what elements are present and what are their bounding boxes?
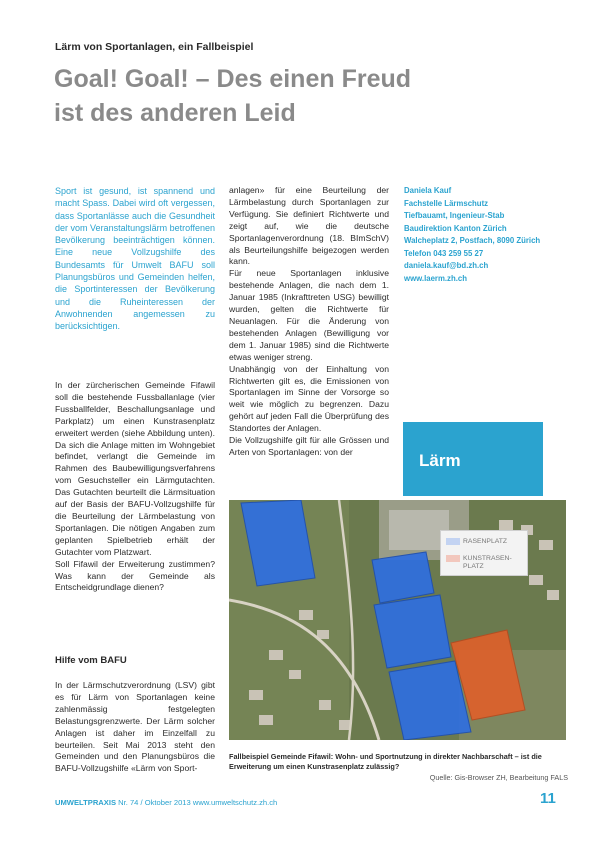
figure-source: Quelle: Gis-Browser ZH, Bearbeitung FALS — [429, 773, 568, 782]
topic-label: Lärm — [419, 451, 461, 470]
legend-label-kunstrasen-2: PLATZ — [463, 563, 484, 570]
paragraph: In der zürcherischen Gemeinde Fifawil soll die bestehende Fussballanlage (vier Fussballfelder, Beschallungsanlage und Parkplatz) um einen Kunstrasenplatz erweitert werden (siehe Abbildung unten). Da sich die Anlage mitten im Wohngebiet befindet, verlangt die Gemeinde im Rahmen des Baubewilligungsverfahrens vom Gesuchsteller ein Lärmgutachten. Das Gutachten beurteilt die Lärmsituation auf der Basis der BAFU-Vollzugshilfe für die Beurteilung der Lärmbelastung von Sportanlagen. Die nötigen Angaben zum geplanten Spielbetrieb erhält der Gutachter vom Platzwart. — [55, 380, 215, 557]
legend-swatch-rasen — [446, 538, 460, 545]
footer-issue: Nr. 74 / Oktober 2013 www.umweltschutz.zh.ch — [116, 798, 278, 807]
figure-caption: Fallbeispiel Gemeinde Fifawil: Wohn- und Sportnutzung in direkter Nachbarschaft – ist die Erweiterung um einen Kunstrasenplatz zulässig? — [229, 752, 542, 771]
author-unit: Fachstelle Lärmschutz — [404, 198, 489, 208]
page-number: 11 — [540, 790, 556, 807]
body-column-1-cont — [55, 680, 215, 775]
website-link[interactable]: www.laerm.zh.ch — [404, 273, 467, 283]
body-column-2 — [229, 185, 389, 459]
subheading: Hilfe vom BAFU — [55, 655, 127, 666]
paragraph: Für neue Sportanlagen inklusive bestehende Anlagen, die nach dem 1. Januar 1985 (Inkrafttreten USG) bewilligt wurden, gelten die Richtwerte für Neuanlagen. Für die Änderung von bestehenden Anlagen (Bewilligung vor dem 1. Januar 1985) sind die Richtwerte etwas weniger streng. — [229, 268, 389, 362]
map-legend — [440, 530, 528, 576]
paragraph: anlagen» für eine Beurteilung der Lärmbelastung durch Sportanlagen zur Verfügung. Sie definiert Richtwerte und zeigt auf, wie die deutsche Sportanlagenverordnung (18. BImSchV) als Beurteilungshilfe beigezogen werden kann. — [229, 185, 389, 267]
paragraph: Unabhängig von der Einhaltung von Richtwerten gilt es, die Emissionen von Sportanlagen im Sinne der Vorsorge so weit wie möglich zu begrenzen. Dazu gehört auf jeden Fall die Überprüfung des Standortes der Anlagen. — [229, 363, 389, 434]
body-column-1 — [55, 380, 215, 594]
paragraph: In der Lärmschutzverordnung (LSV) gibt es für Lärm von Sportanlagen keine zahlenmässig festgelegten Belastungsgrenzwerte. Der Lärm solcher Anlagen ist daher im Einzelfall zu beurteilen. Seit Mai 2013 steht den Gemeinden und den Planungsbüros die BAFU-Vollzugshilfe «Lärm von Sport- — [55, 680, 215, 774]
legend-swatch-kunstrasen — [446, 555, 460, 562]
article-kicker: Lärm von Sportanlagen, ein Fallbeispiel — [55, 41, 254, 53]
author-office: Tiefbauamt, Ingenieur-Stab — [404, 211, 505, 220]
author-name: Daniela Kauf — [404, 186, 452, 195]
legend-item-kunstrasen — [446, 555, 512, 571]
legend-item-rasen — [446, 538, 507, 546]
lead-paragraph: Sport ist gesund, ist spannend und macht Spass. Dabei wird oft vergessen, dass Sportanlässe auch die Gesundheit der vom Veranstaltungslärm betroffenen Bevölkerung beeinträchtigen können. Eine neue Vollzugshilfe des Bundesamts für Umwelt BAFU soll Planungsbüros und Gemeinden helfen, die Sportinteressen der Bevölkerung und die Ruheinteressen der Anwohnenden angemessen zu berücksichtigen. — [55, 186, 215, 332]
author-department: Baudirektion Kanton Zürich — [404, 223, 507, 233]
legend-label-rasen: RASENPLATZ — [463, 538, 508, 545]
author-address: Walcheplatz 2, Postfach, 8090 Zürich — [404, 236, 541, 245]
article-title — [54, 62, 494, 130]
author-phone[interactable]: Telefon 043 259 55 27 — [404, 248, 484, 258]
author-contact — [404, 185, 564, 285]
author-email[interactable]: daniela.kauf@bd.zh.ch — [404, 261, 489, 270]
topic-box — [403, 422, 543, 496]
paragraph: Soll Fifawil der Erweiterung zustimmen? Was kann der Gemeinde als Entscheidgrundlage dienen? — [55, 558, 215, 593]
title-line-2: ist des anderen Leid — [54, 99, 296, 127]
title-line-1: Goal! Goal! – Des einen Freud — [54, 65, 412, 93]
legend-label-kunstrasen-1: KUNSTRASEN- — [463, 555, 512, 562]
footer-brand: UMWELTPRAXIS — [55, 798, 117, 807]
paragraph: Die Vollzugshilfe gilt für alle Grössen und Arten von Sportanlagen: von der — [229, 435, 389, 457]
page-footer — [55, 798, 277, 807]
